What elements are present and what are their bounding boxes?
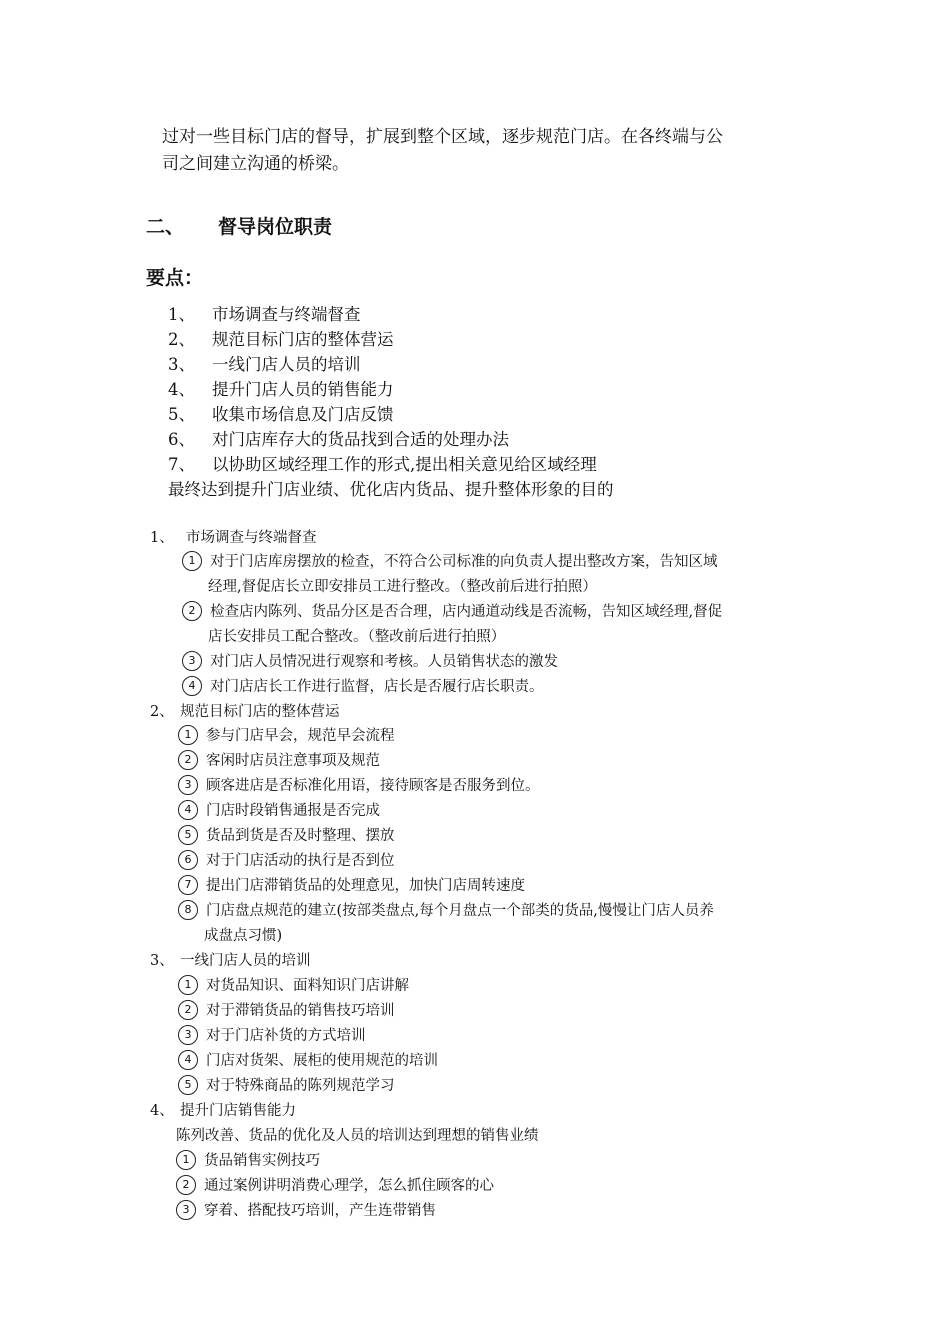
intro-line-2: 司之间建立沟通的桥梁。 [162,154,349,174]
section-title: 1、 市场调查与终端督查 [150,530,317,546]
section-heading [146,212,332,239]
circled-number: 3 [182,651,202,671]
list-item: 4 门店时段销售通报是否完成 [178,799,380,821]
circled-number: 6 [178,850,198,870]
list-item: 2 客闲时店员注意事项及规范 [178,749,380,771]
keypoint-item: 5、 收集市场信息及门店反馈 [168,405,394,424]
circled-number: 2 [178,1000,198,1020]
section-title: 2、 规范目标门店的整体营运 [150,704,340,720]
circled-number: 2 [176,1175,196,1195]
circled-number: 1 [182,551,202,571]
list-item: 4 门店对货架、展柜的使用规范的培训 [178,1049,438,1071]
list-item: 1 参与门店早会，规范早会流程 [178,724,395,746]
list-item: 1 货品销售实例技巧 [176,1149,320,1171]
list-item: 7 提出门店滞销货品的处理意见，加快门店周转速度 [178,874,525,896]
section-title: 3、 一线门店人员的培训 [150,953,311,969]
circled-number: 2 [178,750,198,770]
list-item: 5 货品到货是否及时整理、摆放 [178,824,395,846]
circled-number: 3 [176,1200,196,1220]
list-item: 4 对门店店长工作进行监督，店长是否履行店长职责。 [182,675,544,697]
list-item: 1 对货品知识、面料知识门店讲解 [178,974,409,996]
circled-number: 4 [182,676,202,696]
circled-number: 2 [182,601,202,621]
list-item-continuation: 经理,督促店长立即安排员工进行整改。（整改前后进行拍照） [208,579,597,595]
list-item: 2 检查店内陈列、货品分区是否合理，店内通道动线是否流畅，告知区域经理,督促 [182,600,722,622]
list-item: 1 对于门店库房摆放的检查，不符合公司标准的向负责人提出整改方案，告知区域 [182,550,718,572]
list-item: 2 对于滞销货品的销售技巧培训 [178,999,395,1021]
circled-number: 7 [178,875,198,895]
list-item: 3 对门店人员情况进行观察和考核。人员销售状态的激发 [182,650,558,672]
list-item: 2 通过案例讲明消费心理学，怎么抓住顾客的心 [176,1174,494,1196]
list-item: 8 门店盘点规范的建立(按部类盘点,每个月盘点一个部类的货品,慢慢让门店人员养 [178,899,714,921]
list-item: 5 对于特殊商品的陈列规范学习 [178,1074,395,1096]
circled-number: 3 [178,1025,198,1045]
circled-number: 1 [176,1150,196,1170]
keypoint-item: 7、 以协助区域经理工作的形式,提出相关意见给区域经理 [168,455,597,474]
circled-number: 8 [178,900,198,920]
list-item: 3 对于门店补货的方式培训 [178,1024,366,1046]
keypoint-item: 4、 提升门店人员的销售能力 [168,380,394,399]
section-title: 4、 提升门店销售能力 [150,1103,296,1119]
circled-number: 4 [178,1050,198,1070]
section-heading-number: 二、 [146,216,185,238]
circled-number: 1 [178,975,198,995]
list-item: 6 对于门店活动的执行是否到位 [178,849,395,871]
keypoint-item: 1、 市场调查与终端督查 [168,305,361,324]
list-item-continuation: 成盘点习惯) [204,928,283,944]
circled-number: 1 [178,725,198,745]
keypoint-item: 6、 对门店库存大的货品找到合适的处理办法 [168,430,509,449]
list-item-continuation: 店长安排员工配合整改。（整改前后进行拍照） [208,629,506,645]
keypoint-item: 2、 规范目标门店的整体营运 [168,330,394,349]
list-item: 3 顾客进店是否标准化用语，接待顾客是否服务到位。 [178,774,540,796]
circled-number: 3 [178,775,198,795]
list-item: 3 穿着、搭配技巧培训，产生连带销售 [176,1199,436,1221]
section-intro: 陈列改善、货品的优化及人员的培训达到理想的销售业绩 [176,1128,539,1144]
circled-number: 5 [178,825,198,845]
keypoints-title: 要点： [146,267,204,289]
circled-number: 5 [178,1075,198,1095]
circled-number: 4 [178,800,198,820]
keypoints-summary: 最终达到提升门店业绩、优化店内货品、提升整体形象的目的 [168,480,614,499]
section-heading-title: 督导岗位职责 [218,216,333,238]
keypoint-item: 3、 一线门店人员的培训 [168,355,361,374]
intro-line-1: 过对一些目标门店的督导，扩展到整个区域，逐步规范门店。在各终端与公 [162,127,723,147]
